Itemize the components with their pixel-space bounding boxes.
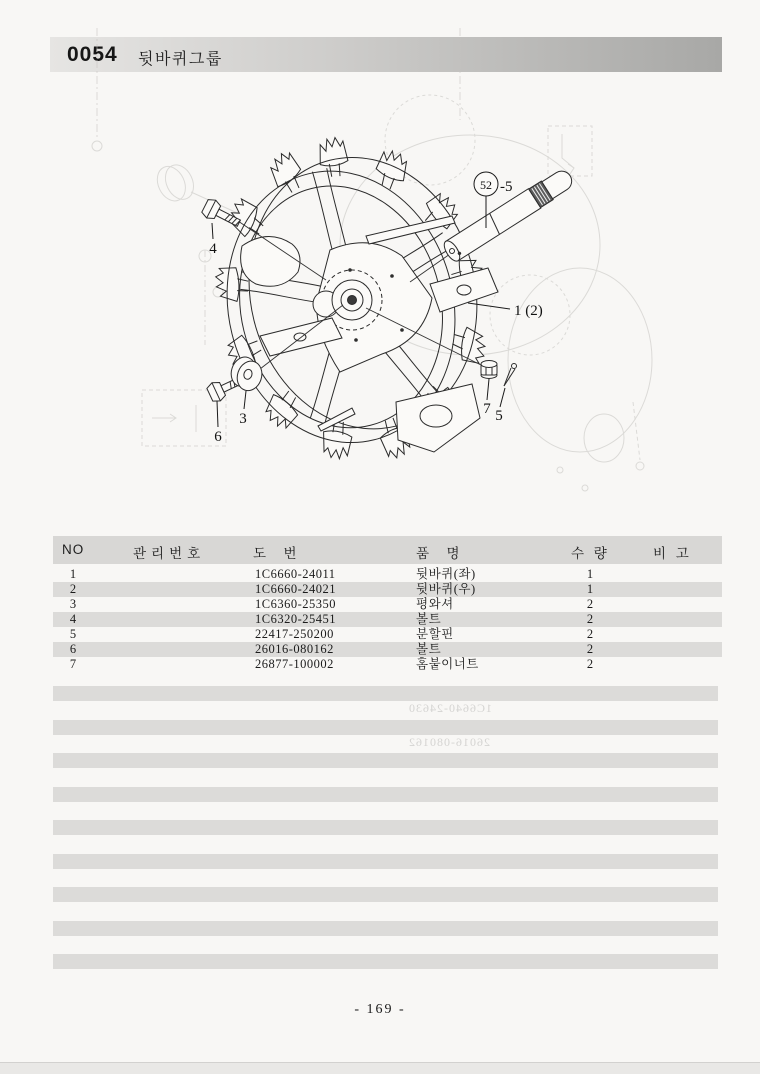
empty-row-stripe — [53, 854, 718, 869]
table-row — [53, 627, 722, 642]
section-title: 뒷바퀴그룹 — [138, 51, 223, 68]
cell-no: 6 — [69, 642, 77, 656]
cell-no: 7 — [69, 657, 77, 671]
table-row — [53, 657, 722, 672]
empty-rows — [53, 686, 718, 988]
callout-3: 3 — [239, 411, 247, 427]
cell-name: 홈붙이너트 — [416, 657, 479, 671]
callout-6: 6 — [214, 429, 222, 445]
cell-name: 볼트 — [416, 642, 442, 656]
empty-row-stripe — [53, 686, 718, 701]
cell-name: 볼트 — [416, 612, 442, 626]
empty-row-stripe — [53, 954, 718, 969]
empty-row-stripe — [53, 921, 718, 936]
cell-no: 4 — [69, 612, 77, 626]
cell-qty: 1 — [586, 582, 594, 596]
exploded-parts-diagram — [0, 0, 760, 530]
callout-52-circle: 52 — [480, 178, 492, 192]
cell-dwg: 1C6660-24021 — [255, 582, 336, 596]
cell-name: 분할핀 — [416, 627, 454, 641]
table-header — [53, 536, 722, 564]
cell-name: 뒷바퀴(우) — [416, 582, 476, 596]
cell-name: 뒷바퀴(좌) — [416, 567, 476, 581]
col-header-dwg: 도 번 — [253, 546, 299, 561]
callout-4: 4 — [209, 241, 217, 257]
cell-qty: 2 — [586, 657, 594, 671]
cell-no: 1 — [69, 567, 77, 581]
cell-dwg: 1C6360-25350 — [255, 597, 336, 611]
empty-row-stripe — [53, 753, 718, 768]
callout-1: 1 (2) — [514, 303, 543, 319]
section-code: 0054 — [67, 43, 118, 66]
col-header-mgmt: 관리번호 — [133, 546, 206, 561]
cell-dwg: 26877-100002 — [255, 657, 334, 671]
cell-qty: 2 — [586, 642, 594, 656]
col-header-no: NO — [62, 542, 85, 557]
bleed-through-text: 1C6640-24630 — [408, 701, 492, 715]
cell-dwg: 22417-250200 — [255, 627, 334, 641]
empty-row-stripe — [53, 787, 718, 802]
table-row — [53, 642, 722, 657]
table-row — [53, 597, 722, 612]
cell-no: 3 — [69, 597, 77, 611]
empty-row-stripe — [53, 887, 718, 902]
cell-name: 평와셔 — [416, 597, 454, 611]
col-header-name: 품 명 — [416, 546, 462, 561]
cell-no: 2 — [69, 582, 77, 596]
cell-qty: 2 — [586, 597, 594, 611]
cell-dwg: 1C6660-24011 — [255, 567, 336, 581]
table-row — [53, 567, 722, 582]
callout-7: 7 — [483, 401, 491, 417]
cell-dwg: 26016-080162 — [255, 642, 334, 656]
col-header-note: 비 고 — [653, 546, 692, 561]
table-row — [53, 582, 722, 597]
callout-5: 5 — [495, 408, 503, 424]
bleed-through-text: 26016-080162 — [408, 735, 490, 749]
cell-qty: 2 — [586, 627, 594, 641]
table-rows — [53, 567, 722, 672]
scan-edge-strip — [0, 1062, 760, 1074]
page-number: - 169 - — [354, 1002, 406, 1017]
empty-row-stripe — [53, 820, 718, 835]
nut-7-icon — [481, 361, 497, 379]
cell-no: 5 — [69, 627, 77, 641]
cell-dwg: 1C6320-25451 — [255, 612, 336, 626]
col-header-qty: 수 량 — [571, 546, 610, 561]
cell-qty: 2 — [586, 612, 594, 626]
cell-qty: 1 — [586, 567, 594, 581]
callout-52-suffix: -5 — [500, 179, 513, 195]
empty-row-stripe — [53, 720, 718, 735]
table-row — [53, 612, 722, 627]
